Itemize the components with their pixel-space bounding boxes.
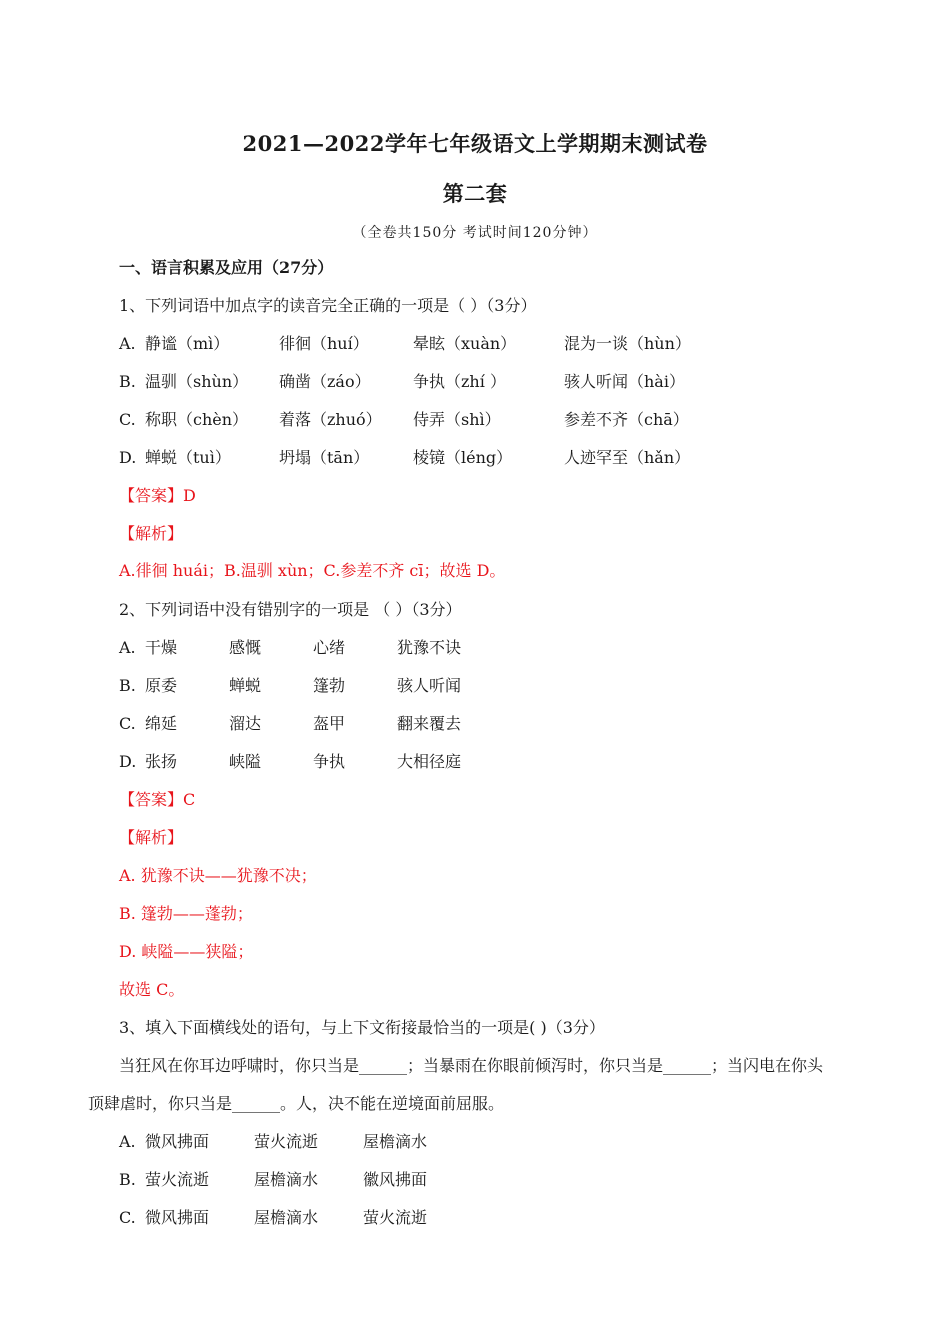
q1-analysis: A.徘徊 huái；B.温驯 xùn；C.参差不齐 cī；故选 D。 [119, 561, 506, 580]
option-label: D. [119, 752, 137, 771]
option-item: 峡隘 [229, 752, 262, 771]
option-item: 晕眩（xuàn） [413, 334, 517, 353]
option-label: A. [119, 638, 136, 657]
q2-analysis-line: 故选 C。 [119, 980, 185, 999]
option-item: 萤火流逝 [363, 1208, 428, 1227]
option-item: 侍弄（shì） [413, 410, 501, 429]
option-item: 徘徊（huí） [279, 334, 369, 353]
option-item: 骇人听闻 [397, 676, 462, 695]
option-item: 篷勃 [313, 676, 346, 695]
option-label: B. [119, 676, 136, 695]
option-item: 徽风拂面 [363, 1170, 428, 1189]
q2-analysis-label: 【解析】 [119, 828, 184, 847]
q1-answer: 【答案】D [119, 486, 196, 505]
option-item: 人迹罕至（hǎn） [564, 448, 691, 467]
option-item: 张扬 [145, 752, 178, 771]
option-label: C. [119, 1208, 136, 1227]
option-item: 心绪 [313, 638, 346, 657]
option-item: 微风拂面 [145, 1132, 210, 1151]
option-label: B. [119, 372, 136, 391]
option-item: 温驯（shùn） [145, 372, 249, 391]
q1-analysis-label: 【解析】 [119, 524, 184, 543]
option-item: 静谧（mì） [145, 334, 230, 353]
option-item: 着落（zhuó） [279, 410, 382, 429]
option-item: 翻来覆去 [397, 714, 462, 733]
option-item: 干燥 [145, 638, 178, 657]
option-item: 萤火流逝 [145, 1170, 210, 1189]
section-heading: 一、语言积累及应用（27分） [119, 258, 334, 277]
option-item: 屋檐滴水 [254, 1208, 319, 1227]
option-item: 蝉蜕 [229, 676, 262, 695]
option-item: 蝉蜕（tuì） [145, 448, 231, 467]
q3-stem: 3、填入下面横线处的语句，与上下文衔接最恰当的一项是( )（3分） [119, 1018, 605, 1037]
option-label: A. [119, 1132, 136, 1151]
document-subtitle: 第二套 [442, 181, 508, 206]
option-item: 微风拂面 [145, 1208, 210, 1227]
option-item: 确凿（záo） [279, 372, 371, 391]
option-item: 争执 [313, 752, 346, 771]
option-label: A. [119, 334, 136, 353]
document-title: 2021—2022学年七年级语文上学期期末测试卷 [242, 131, 708, 156]
option-item: 骇人听闻（hài） [564, 372, 685, 391]
option-item: 参差不齐（chā） [564, 410, 689, 429]
q3-passage-line: 当狂风在你耳边呼啸时，你只当是______；当暴雨在你眼前倾泻时，你只当是______；当闪电在你头 [119, 1056, 824, 1075]
option-item: 绵延 [145, 714, 178, 733]
option-item: 原委 [145, 676, 178, 695]
option-item: 称职（chèn） [145, 410, 249, 429]
option-label: C. [119, 410, 136, 429]
option-item: 争执（zhí ） [413, 372, 506, 391]
option-item: 犹豫不诀 [397, 638, 462, 657]
option-item: 感慨 [229, 638, 262, 657]
option-item: 屋檐滴水 [254, 1170, 319, 1189]
option-item: 坍塌（tān） [279, 448, 370, 467]
exam-note: （全卷共150分 考试时间120分钟） [352, 225, 598, 241]
option-item: 屋檐滴水 [363, 1132, 428, 1151]
q2-stem: 2、下列词语中没有错别字的一项是 （ ）（3分） [119, 600, 462, 619]
option-item: 棱镜（léng） [413, 448, 513, 467]
q2-analysis-line: A. 犹豫不诀——犹豫不决； [119, 866, 317, 885]
q1-stem: 1、下列词语中加点字的读音完全正确的一项是（ ）（3分） [119, 296, 537, 315]
option-label: C. [119, 714, 136, 733]
q3-passage-line: 顶肆虐时，你只当是______。人，决不能在逆境面前屈服。 [88, 1094, 505, 1113]
option-item: 大相径庭 [397, 752, 462, 771]
option-label: B. [119, 1170, 136, 1189]
q2-analysis-line: B. 篷勃——蓬勃； [119, 904, 253, 923]
option-item: 溜达 [229, 714, 262, 733]
q2-analysis-line: D. 峡隘——狭隘； [119, 942, 254, 961]
option-label: D. [119, 448, 137, 467]
q2-answer: 【答案】C [119, 790, 196, 809]
option-item: 萤火流逝 [254, 1132, 319, 1151]
option-item: 盔甲 [313, 714, 346, 733]
option-item: 混为一谈（hùn） [564, 334, 691, 353]
